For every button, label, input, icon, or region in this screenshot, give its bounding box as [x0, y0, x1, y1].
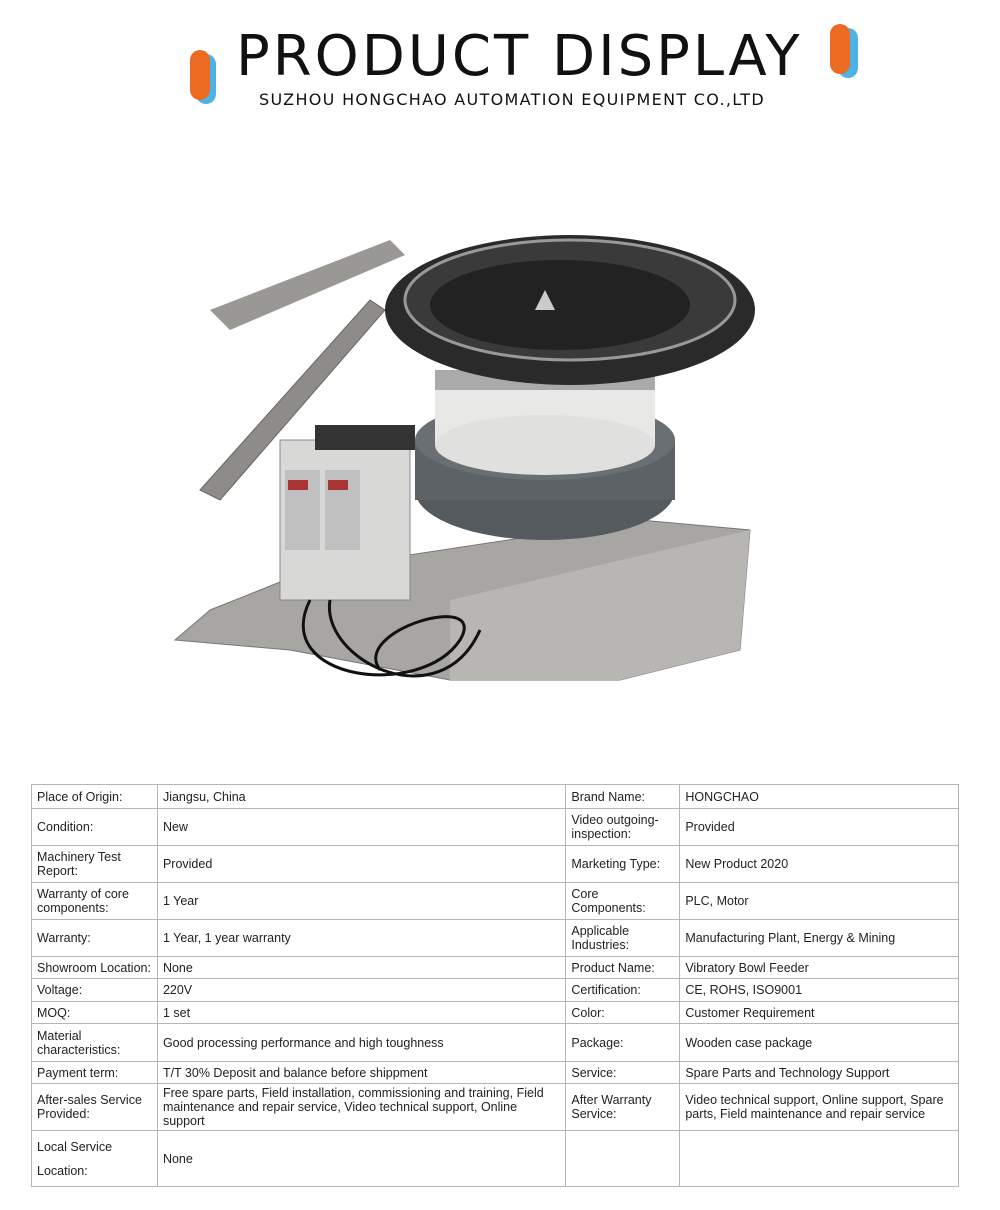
- spec-label: Marketing Type:: [566, 846, 680, 883]
- spec-label: Color:: [566, 1002, 680, 1024]
- spec-label: Condition:: [32, 809, 158, 846]
- spec-value: Spare Parts and Technology Support: [680, 1062, 959, 1084]
- spec-label: Showroom Location:: [32, 957, 158, 979]
- spec-value: HONGCHAO: [680, 785, 959, 809]
- spec-label: Service:: [566, 1062, 680, 1084]
- spec-label: Brand Name:: [566, 785, 680, 809]
- spec-value: None: [157, 1131, 565, 1187]
- spec-label: After-sales Service Provided:: [32, 1084, 158, 1131]
- spec-label: Certification:: [566, 979, 680, 1002]
- spec-table: [31, 784, 959, 1187]
- spec-row: [32, 1024, 959, 1062]
- spec-value: 1 Year: [157, 883, 565, 920]
- spec-label: Payment term:: [32, 1062, 158, 1084]
- spec-label: Core Components:: [566, 883, 680, 920]
- spec-value: 1 set: [157, 1002, 565, 1024]
- spec-value: [680, 1131, 959, 1187]
- spec-label: Warranty of core components:: [32, 883, 158, 920]
- spec-value: Free spare parts, Field installation, commissioning and training, Field maintenance and repair service, Video technical support, Online support: [157, 1084, 565, 1131]
- spec-value: None: [157, 957, 565, 979]
- spec-label: Voltage:: [32, 979, 158, 1002]
- spec-row: [32, 1062, 959, 1084]
- spec-row: [32, 957, 959, 979]
- spec-row: [32, 785, 959, 809]
- spec-row: [32, 809, 959, 846]
- spec-value: Provided: [157, 846, 565, 883]
- spec-value: Provided: [680, 809, 959, 846]
- spec-row: [32, 883, 959, 920]
- spec-label: Place of Origin:: [32, 785, 158, 809]
- spec-value: 220V: [157, 979, 565, 1002]
- spec-row: [32, 1002, 959, 1024]
- spec-row: [32, 920, 959, 957]
- decor-pill-orange-right: [830, 24, 850, 74]
- spec-label: Material characteristics:: [32, 1024, 158, 1062]
- spec-label: Machinery Test Report:: [32, 846, 158, 883]
- spec-value: 1 Year, 1 year warranty: [157, 920, 565, 957]
- spec-row: [32, 1131, 959, 1187]
- spec-label: Product Name:: [566, 957, 680, 979]
- spec-row: [32, 1084, 959, 1131]
- spec-value: Manufacturing Plant, Energy & Mining: [680, 920, 959, 957]
- spec-label: After Warranty Service:: [566, 1084, 680, 1131]
- spec-label: Applicable Industries:: [566, 920, 680, 957]
- spec-label: Video outgoing-inspection:: [566, 809, 680, 846]
- decor-pill-orange-left: [190, 50, 210, 100]
- product-photo: [120, 160, 880, 760]
- spec-row: [32, 979, 959, 1002]
- spec-value: New: [157, 809, 565, 846]
- spec-label: [566, 1131, 680, 1187]
- spec-value: New Product 2020: [680, 846, 959, 883]
- spec-value: T/T 30% Deposit and balance before shippment: [157, 1062, 565, 1084]
- spec-value: Good processing performance and high toughness: [157, 1024, 565, 1062]
- spec-value: Video technical support, Online support, Spare parts, Field maintenance and repair service: [680, 1084, 959, 1131]
- spec-row: [32, 846, 959, 883]
- spec-value: Customer Requirement: [680, 1002, 959, 1024]
- spec-value: Vibratory Bowl Feeder: [680, 957, 959, 979]
- company-name: SUZHOU HONGCHAO AUTOMATION EQUIPMENT CO.,LTD: [259, 90, 765, 109]
- spec-label: MOQ:: [32, 1002, 158, 1024]
- spec-label: Local Service Location:: [32, 1131, 158, 1187]
- spec-label: Warranty:: [32, 920, 158, 957]
- spec-value: Jiangsu, China: [157, 785, 565, 809]
- spec-value: Wooden case package: [680, 1024, 959, 1062]
- spec-value: PLC, Motor: [680, 883, 959, 920]
- spec-label: Package:: [566, 1024, 680, 1062]
- page-title: PRODUCT DISPLAY: [236, 24, 803, 89]
- spec-value: CE, ROHS, ISO9001: [680, 979, 959, 1002]
